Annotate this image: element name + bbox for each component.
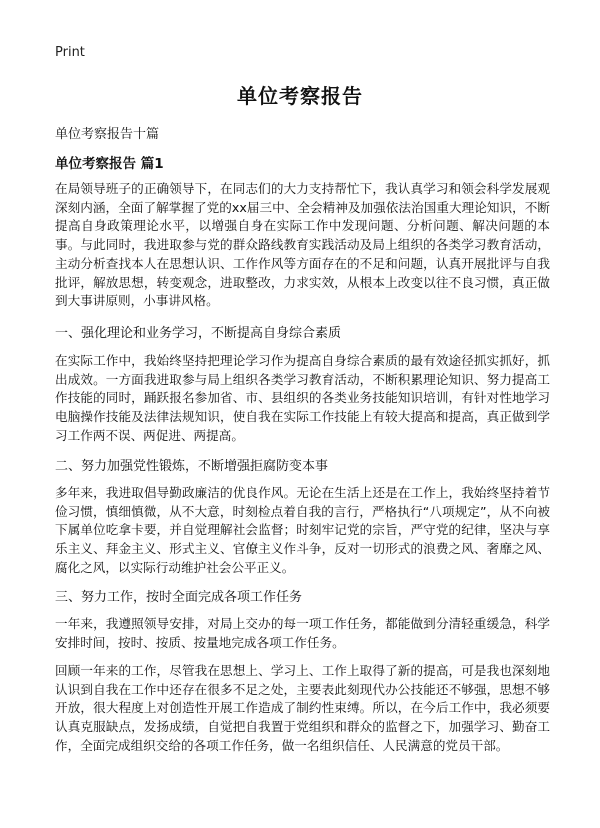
section-heading-2: 二、努力加强党性锻炼，不断增强拒腐防变本事	[55, 459, 329, 474]
page-title: 单位考察报告	[237, 84, 363, 108]
paragraph-4: 回顾一年来的工作，尽管我在思想上、学习上、工作上取得了新的提高，可是我也深刻地认识到自我在工作中还存在很多不足之处，主要表此刻现代办公技能还不够强，思想不够开放，很大程度上对创造性开展工作造成了制约性束缚。所以，在今后工作中，我必须要认真克服缺点，发扬成绩，自觉把自我置于党组织和群众的监督之下，加强学习、勤奋工作，全面完成组织交给的各项工作任务，做一名组织信任、人民满意的党员干部。	[55, 663, 550, 753]
document-subtitle: 单位考察报告十篇	[55, 127, 160, 142]
paragraph-3: 一年来，我遵照领导安排，对局上交办的每一项工作任务，都能做到分清轻重缓急，科学安排时间，按时、按质、按量地完成各项工作任务。	[55, 616, 550, 650]
intro-paragraph: 在局领导班子的正确领导下，在同志们的大力支持帮忙下，我认真学习和领会科学发展观深刻内涵，全面了解掌握了党的xx届三中、全会精神及加强依法治国重大理论知识，不断提高自身政策理论水平，以增强自身在实际工作中发现问题、分析问题、解决问题的本事。与此同时，我进取参与党的群众路线教育实践活动及局上组织的各类学习教育活动，主动分析查找本人在思想认识、工作作风等方面存在的不足和问题，认真开展批评与自我批评，解放思想，转变观念，进取整改，力求实效，从根本上改变以往不良习惯，真正做到大事讲原则，小事讲风格。	[55, 181, 550, 309]
paragraph-1: 在实际工作中，我始终坚持把理论学习作为提高自身综合素质的最有效途径抓实抓好，抓出成效。一方面我进取参与局上组织各类学习教育活动，不断积累理论知识、努力提高工作技能的同时，踊跃报名参加省、市、县组织的各类业务技能知识培训，有针对性地学习电脑操作技能及法律法规知识，使自我在实际工作技能上有较大提高和提高，真正做到学习工作两不误、两促进、两提高。	[55, 353, 550, 443]
section-title: 单位考察报告 篇1	[55, 156, 164, 172]
section-heading-3: 三、努力工作，按时全面完成各项工作任务	[55, 590, 303, 605]
print-link[interactable]: Print	[55, 45, 85, 60]
paragraph-2: 多年来，我进取倡导勤政廉洁的优良作风。无论在生活上还是在工作上，我始终坚持着节俭习惯，慎细慎微，从不大意，时刻检点着自我的言行，严格执行“八项规定”，从不向被下属单位吃拿卡要，并自觉理解社会监督；时刻牢记党的宗旨，严守党的纪律，坚决与享乐主义、拜金主义、形式主义、官僚主义作斗争，反对一切形式的浪费之风、奢靡之风、腐化之风，以实际行动维护社会公平正义。	[55, 485, 550, 575]
section-heading-1: 一、强化理论和业务学习，不断提高自身综合素质	[55, 326, 342, 341]
